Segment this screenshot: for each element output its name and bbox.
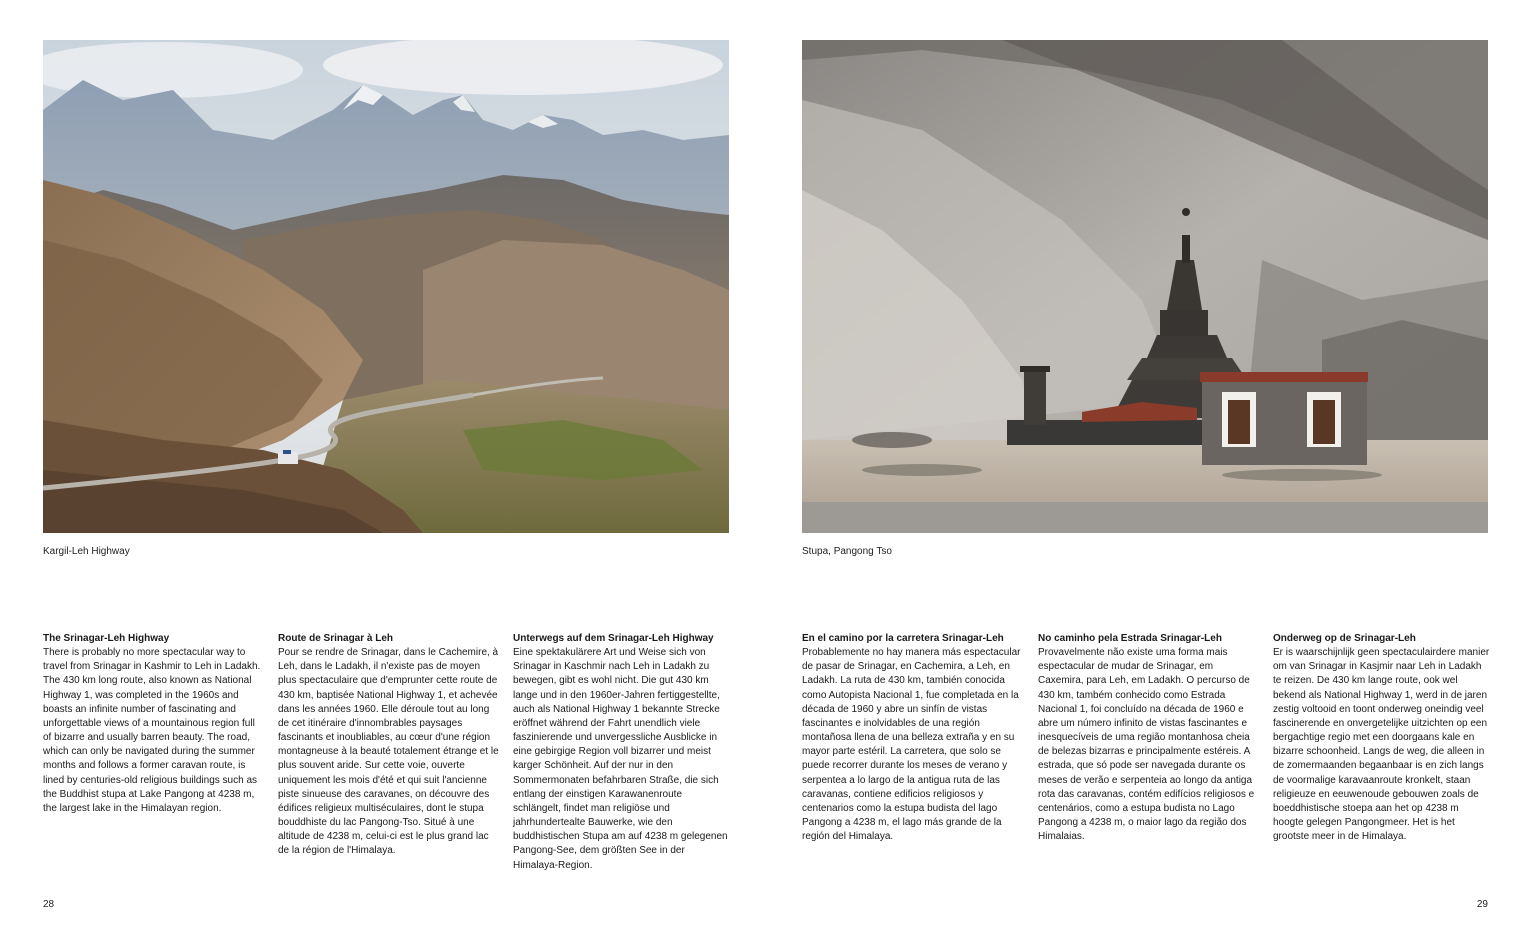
photo-stupa-pangong-tso [802, 40, 1488, 533]
column-heading: En el camino por la carretera Srinagar-Leh [802, 633, 1004, 644]
text-column-french [278, 632, 500, 859]
mountain-landscape-image [43, 40, 729, 533]
column-body: Provavelmente não existe uma forma mais espectacular de mudar de Srinagar, em Caxemira, para Leh, em Ladakh. O percurso de 430 km, também conhecido como Estrada Nacional 1, foi concluído na década de 1960 e abre um número infinito de vistas fascinantes e inesquecíveis de uma região montanhosa cheia de belezas bizarras e principalmente estéreis. A estrada, que só pode ser navegada durante os meses de verão e serpenteia ao longo da antiga rota das caravanas, contém edifícios religiosos e centenários, como a estupa budista no Lago Pangong a 4238 m, o maior lago da região dos Himalaias. [1038, 647, 1255, 843]
column-body: Probablemente no hay manera más espectacular de pasar de Srinagar, en Cachemira, a Leh, en Ladakh. La ruta de 430 km, también conocida como Autopista Nacional 1, fue completada en la década de 1960 y abre un sinfín de vistas fascinantes e inolvidables de una región montañosa llena de una belleza extraña y en su mayor parte estéril. La carretera, que solo se puede recorrer durante los meses de verano y serpentea a lo largo de la antigua ruta de las caravanas, contiene edificios religiosos y centenarios como la estupa budista del lago Pangong a 4238 m, el lago más grande de la región del Himalaya. [802, 647, 1021, 843]
column-heading: Route de Srinagar à Leh [278, 633, 394, 644]
column-heading: Unterwegs auf dem Srinagar-Leh Highway [513, 633, 714, 644]
column-body: Eine spektakulärere Art und Weise sich von Srinagar in Kaschmir nach Leh in Ladakh zu bewegen, gibt es wohl nicht. Die gut 430 km lange und in den 1960er-Jahren fertiggestellte, auch als National Highway 1 bekannte Strecke eröffnet während der Fahrt unendlich viele faszinierende und unvergessliche Ausblicke in eine gebirgige Region voll bizarrer und meist karger Schönheit. Auf der nur in den Sommermonaten befahrbaren Straße, die sich entlang der einstigen Karawanenroute schlängelt, findet man religiöse und jahrhundertealte Bauwerke, wie den buddhistischen Stupa am auf 4238 m gelegenen Pangong-See, dem größten See in der Himalaya-Region. [513, 647, 728, 871]
column-body: There is probably no more spectacular way to travel from Srinagar in Kashmir to Leh in Ladakh. The 430 km long route, also known as National Highway 1, was completed in the 1960s and boasts an infinite number of fascinating and unforgettable views of a mountainous region full of bizarre and usually barren beauty. The road, which can only be navigated during the summer months and follows a former caravan route, is lined by centuries-old religious buildings such as the Buddhist stupa at Lake Pangong at 4238 m, the largest lake in the Himalayan region. [43, 647, 261, 814]
page-number-right: 29 [1476, 899, 1488, 910]
column-heading: The Srinagar-Leh Highway [43, 633, 170, 644]
text-column-dutch [1273, 632, 1491, 844]
text-column-spanish [802, 632, 1024, 844]
page-number-left: 28 [43, 899, 55, 910]
text-column-english [43, 632, 265, 816]
column-body: Er is waarschijnlijk geen spectaculairdere manier om van Srinagar in Kasjmir naar Leh in Ladakh te reizen. De 430 km lange route, ook wel bekend als National Highway 1, werd in de jaren zestig voltooid en toont onderweg oneindig veel fascinerende en onvergetelijke uitzichten op een bergachtige regio met een doorgaans kale en bizarre schoonheid. Langs de weg, die alleen in de zomermaanden begaanbaar is en zich langs de voormalige karavaanroute kronkelt, staan religieuze en eeuwenoude gebouwen zoals de boeddhistische stoepa aan het op 4238 m hoogte gelegen Pangongmeer. Het is het grootste meer in de Himalaya. [1273, 647, 1490, 843]
photo-caption-left: Kargil-Leh Highway [43, 546, 130, 557]
column-heading: No caminho pela Estrada Srinagar-Leh [1038, 633, 1222, 644]
text-column-german [513, 632, 731, 873]
column-heading: Onderweg op de Srinagar-Leh [1273, 633, 1416, 644]
photo-caption-right: Stupa, Pangong Tso [802, 546, 892, 557]
stupa-landscape-image [802, 40, 1488, 533]
text-column-portuguese [1038, 632, 1260, 844]
column-body: Pour se rendre de Srinagar, dans le Cachemire, à Leh, dans le Ladakh, il n'existe pas de moyen plus spectaculaire que d'emprunter cette route de 430 km, baptisée National Highway 1, et achevée dans les années 1960. Elle déroule tout au long de cet itinéraire d'innombrables paysages fascinants et inoubliables, au cœur d'une région montagneuse à la beauté totalement étrange et le plus souvent aride. Sur cette voie, ouverte uniquement les mois d'été et qui suit l'ancienne piste sinueuse des caravanes, on découvre des édifices religieux multiséculaires, dont le stupa bouddhiste du lac Pangong-Tso. Situé à une altitude de 4238 m, celui-ci est le plus grand lac de la région de l'Himalaya. [278, 647, 499, 857]
photo-kargil-leh-highway [43, 40, 729, 533]
